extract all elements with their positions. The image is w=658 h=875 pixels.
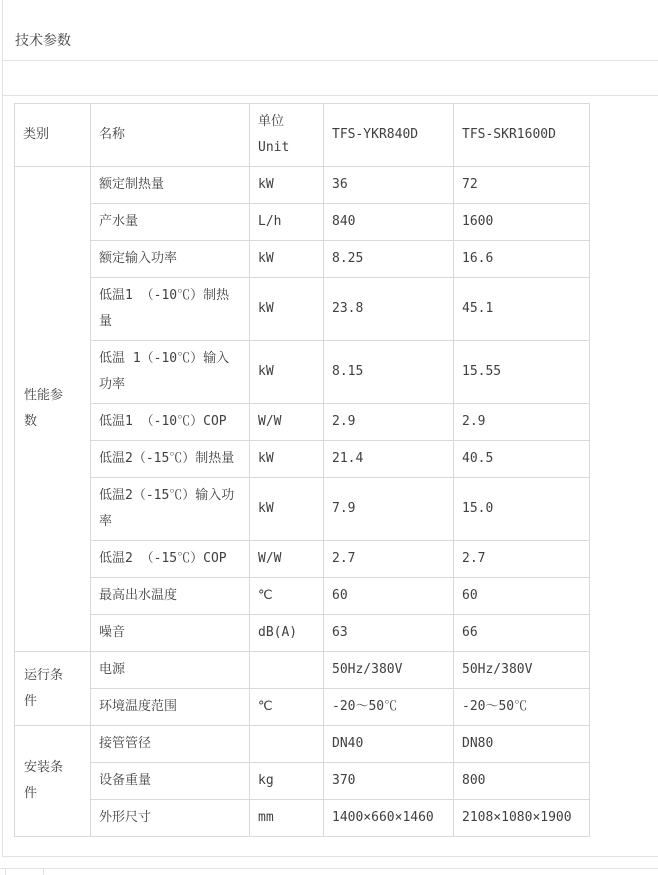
- tab-bar: [3, 0, 658, 61]
- spec-value-model1: 8.15: [324, 341, 454, 404]
- spec-value-model2: 72: [454, 167, 590, 204]
- header-name: 名称: [91, 104, 250, 167]
- spec-unit-cell: kW: [250, 441, 324, 478]
- tab-tech-params[interactable]: 技术参数: [15, 33, 71, 49]
- spec-row: [15, 167, 590, 204]
- spec-row: [15, 441, 590, 478]
- spec-unit-cell: [250, 726, 324, 763]
- spec-value-model1: 840: [324, 204, 454, 241]
- spec-unit-cell: kg: [250, 763, 324, 800]
- spec-value-model2: 66: [454, 615, 590, 652]
- spec-row: [15, 541, 590, 578]
- spec-value-model1: 63: [324, 615, 454, 652]
- spec-value-model1: 1400×660×1460: [324, 800, 454, 837]
- spec-row: [15, 404, 590, 441]
- spec-name-cell: 环境温度范围: [91, 689, 250, 726]
- spec-value-model2: 2.7: [454, 541, 590, 578]
- spec-value-model1: -20～50℃: [324, 689, 454, 726]
- spec-unit-cell: ℃: [250, 578, 324, 615]
- spec-row: [15, 478, 590, 541]
- spec-unit-cell: W/W: [250, 541, 324, 578]
- category-cell-installation: 安装条件: [15, 726, 91, 837]
- spec-value-model1: 370: [324, 763, 454, 800]
- header-unit-en: Unit: [258, 140, 290, 155]
- spec-unit-cell: mm: [250, 800, 324, 837]
- spec-name-cell: 电源: [91, 652, 250, 689]
- spec-name-cell: 产水量: [91, 204, 250, 241]
- spec-unit-cell: [250, 652, 324, 689]
- spec-value-model1: 36: [324, 167, 454, 204]
- spec-unit-cell: kW: [250, 278, 324, 341]
- spec-name-cell: 低温2（-15℃）制热量: [91, 441, 250, 478]
- spec-unit-cell: dB(A): [250, 615, 324, 652]
- spec-value-model2: 800: [454, 763, 590, 800]
- header-model-1: TFS-YKR840D: [324, 104, 454, 167]
- spec-value-model1: 8.25: [324, 241, 454, 278]
- spec-unit-cell: kW: [250, 241, 324, 278]
- section-gap: [0, 857, 658, 868]
- category-cell-performance: 性能参数: [15, 167, 91, 652]
- spec-row: [15, 204, 590, 241]
- spec-value-model2: 40.5: [454, 441, 590, 478]
- spec-value-model1: 2.7: [324, 541, 454, 578]
- spec-value-model2: 50Hz/380V: [454, 652, 590, 689]
- spec-name-cell: 最高出水温度: [91, 578, 250, 615]
- spec-value-model1: 2.9: [324, 404, 454, 441]
- spec-row: [15, 578, 590, 615]
- spec-header-row: [15, 104, 590, 167]
- spec-value-model2: 45.1: [454, 278, 590, 341]
- spec-unit-cell: ℃: [250, 689, 324, 726]
- spec-value-model2: 2.9: [454, 404, 590, 441]
- header-unit: [250, 104, 324, 167]
- spec-value-model2: 2108×1080×1900: [454, 800, 590, 837]
- spec-value-model1: 50Hz/380V: [324, 652, 454, 689]
- next-section-left-border: [5, 869, 6, 875]
- header-model-2: TFS-SKR1600D: [454, 104, 590, 167]
- spec-value-model1: 23.8: [324, 278, 454, 341]
- spec-unit-cell: W/W: [250, 404, 324, 441]
- spec-row: [15, 341, 590, 404]
- category-cell-operating: 运行条件: [15, 652, 91, 726]
- next-section-cell-divider: [43, 869, 44, 875]
- spec-value-model2: 16.6: [454, 241, 590, 278]
- next-section-partial: [0, 868, 658, 875]
- header-unit-cn: 单位: [258, 114, 285, 129]
- spec-name-cell: 低温2（-15℃）输入功率: [91, 478, 250, 541]
- content-panel: [2, 0, 658, 857]
- spec-value-model1: DN40: [324, 726, 454, 763]
- spec-name-cell: 额定制热量: [91, 167, 250, 204]
- spec-table: [14, 103, 590, 837]
- spec-name-cell: 低温1 （-10℃）COP: [91, 404, 250, 441]
- spec-row: [15, 615, 590, 652]
- spec-value-model1: 60: [324, 578, 454, 615]
- spec-name-cell: 低温 1（-10℃）输入功率: [91, 341, 250, 404]
- spec-name-cell: 外形尺寸: [91, 800, 250, 837]
- spec-unit-cell: kW: [250, 167, 324, 204]
- spec-name-cell: 低温2 （-15℃）COP: [91, 541, 250, 578]
- spec-content: [3, 96, 658, 856]
- spec-value-model2: DN80: [454, 726, 590, 763]
- spec-name-cell: 低温1 （-10℃）制热量: [91, 278, 250, 341]
- spec-unit-cell: L/h: [250, 204, 324, 241]
- spec-value-model1: 7.9: [324, 478, 454, 541]
- spec-row: [15, 726, 590, 763]
- spec-value-model2: 15.55: [454, 341, 590, 404]
- spec-name-cell: 噪音: [91, 615, 250, 652]
- header-category: 类别: [15, 104, 91, 167]
- spec-unit-cell: kW: [250, 478, 324, 541]
- spec-value-model2: 1600: [454, 204, 590, 241]
- spec-value-model2: 60: [454, 578, 590, 615]
- spec-value-model2: 15.0: [454, 478, 590, 541]
- spec-row: [15, 278, 590, 341]
- tab-sub-strip: [3, 61, 658, 96]
- spec-value-model1: 21.4: [324, 441, 454, 478]
- spec-unit-cell: kW: [250, 341, 324, 404]
- spec-row: [15, 689, 590, 726]
- spec-name-cell: 设备重量: [91, 763, 250, 800]
- spec-row: [15, 763, 590, 800]
- spec-row: [15, 652, 590, 689]
- spec-value-model2: -20～50℃: [454, 689, 590, 726]
- spec-name-cell: 接管管径: [91, 726, 250, 763]
- spec-row: [15, 241, 590, 278]
- spec-name-cell: 额定输入功率: [91, 241, 250, 278]
- spec-row: [15, 800, 590, 837]
